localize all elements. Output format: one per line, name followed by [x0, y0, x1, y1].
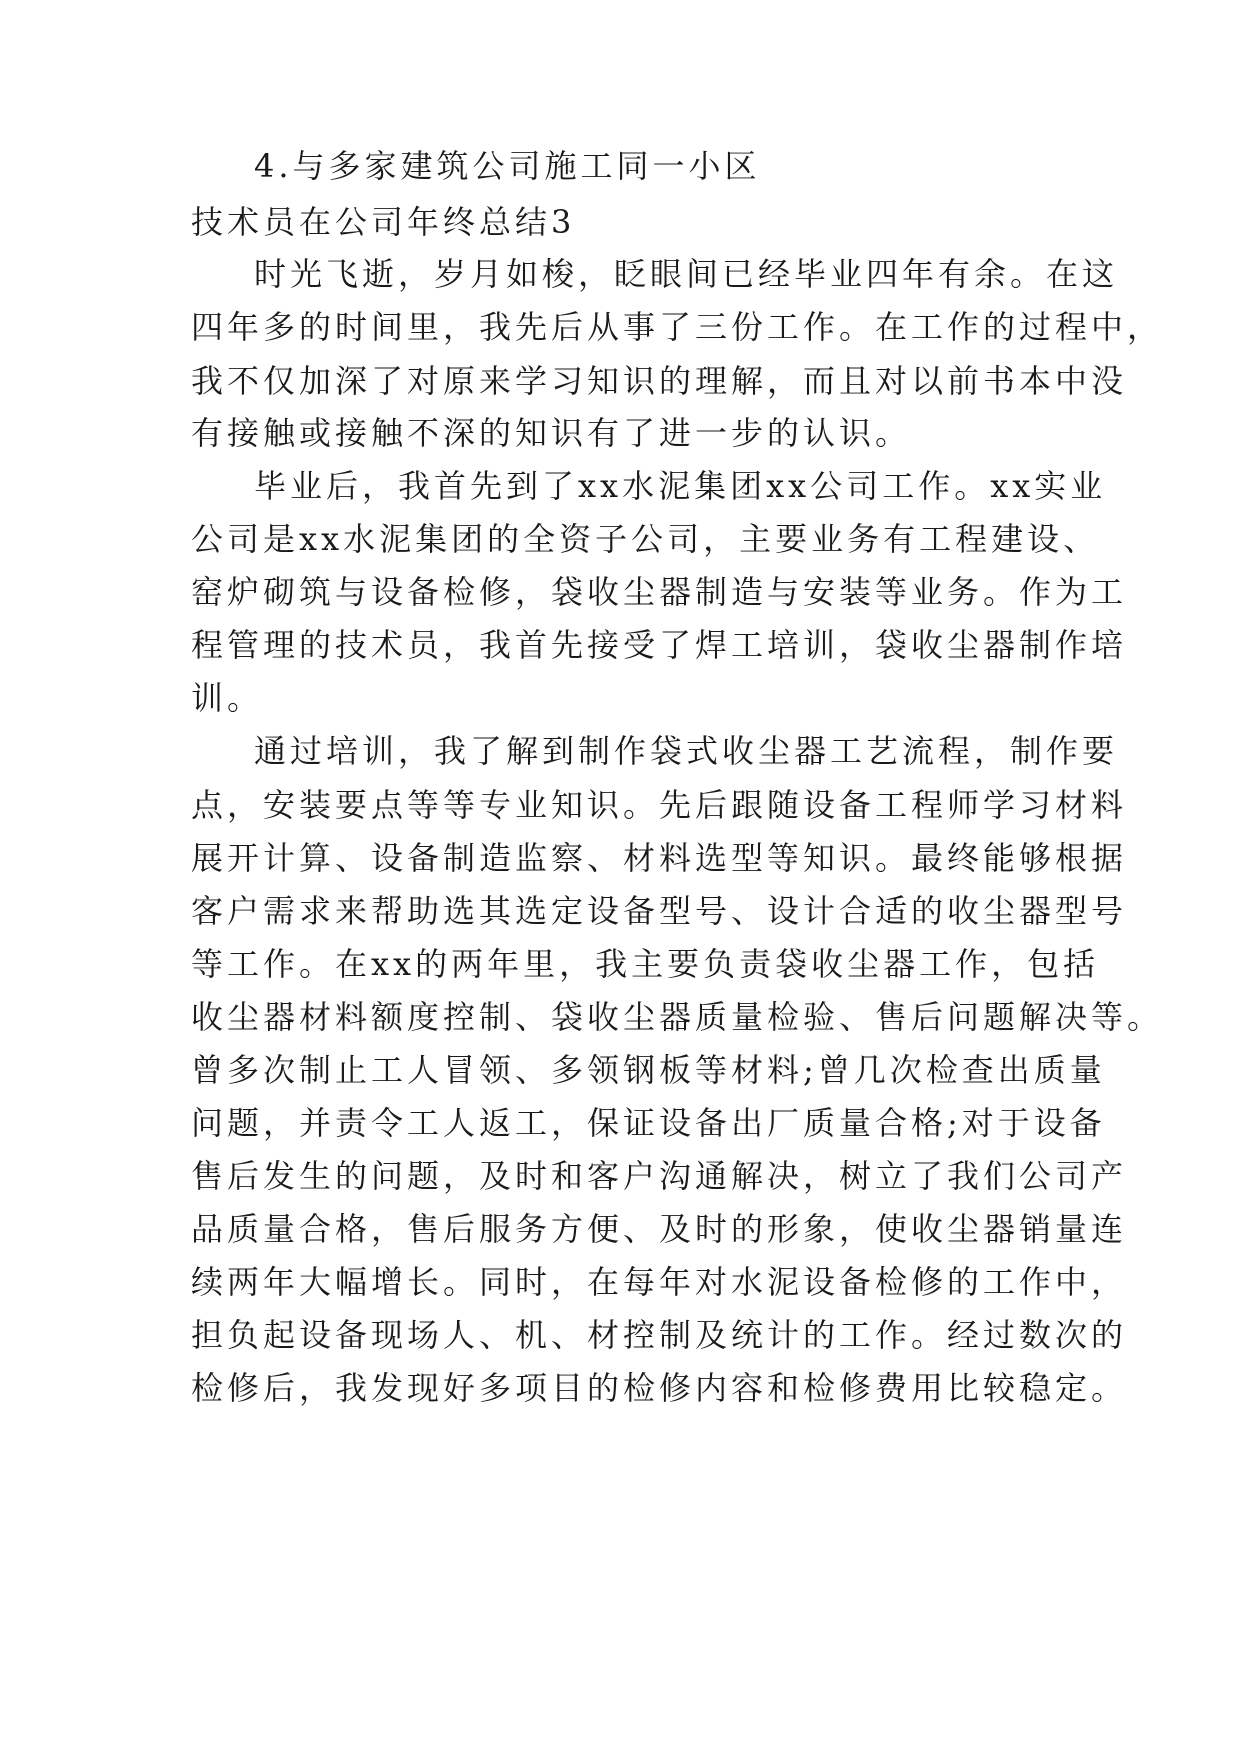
- paragraph-3-line-9: 售后发生的问题，及时和客户沟通解决，树立了我们公司产: [191, 1157, 1128, 1195]
- paragraph-3-line-2: 点，安装要点等等专业知识。先后跟随设备工程师学习材料: [191, 786, 1128, 824]
- section-title: 技术员在公司年终总结3: [191, 203, 576, 241]
- paragraph-3-line-6: 收尘器材料额度控制、袋收尘器质量检验、售后问题解决等。: [191, 998, 1164, 1036]
- paragraph-3-line-7: 曾多次制止工人冒领、多领钢板等材料;曾几次检查出质量: [191, 1051, 1106, 1089]
- paragraph-2-line-3: 窑炉砌筑与设备检修，袋收尘器制造与安装等业务。作为工: [191, 573, 1128, 611]
- paragraph-2-line-5: 训。: [191, 679, 264, 717]
- paragraph-2-line-2: 公司是xx水泥集团的全资子公司，主要业务有工程建设、: [191, 520, 1100, 558]
- paragraph-3-line-10: 品质量合格，售后服务方便、及时的形象，使收尘器销量连: [191, 1210, 1128, 1248]
- paragraph-3-line-1: 通过培训，我了解到制作袋式收尘器工艺流程，制作要: [254, 732, 1119, 770]
- paragraph-3-line-13: 检修后，我发现好多项目的检修内容和检修费用比较稳定。: [191, 1369, 1128, 1407]
- paragraph-1-line-4: 有接触或接触不深的知识有了进一步的认识。: [191, 414, 912, 452]
- paragraph-3-line-11: 续两年大幅增长。同时，在每年对水泥设备检修的工作中，: [191, 1263, 1128, 1301]
- paragraph-3-line-5: 等工作。在xx的两年里，我主要负责袋收尘器工作，包括: [191, 945, 1100, 983]
- paragraph-1-line-3: 我不仅加深了对原来学习知识的理解，而且对以前书本中没: [191, 362, 1128, 400]
- paragraph-1-line-1: 时光飞逝，岁月如梭，眨眼间已经毕业四年有余。在这: [254, 255, 1119, 293]
- paragraph-3-line-4: 客户需求来帮助选其选定设备型号、设计合适的收尘器型号: [191, 892, 1128, 930]
- paragraph-3-line-8: 问题，并责令工人返工，保证设备出厂质量合格;对于设备: [191, 1104, 1106, 1142]
- list-item-4: 4.与多家建筑公司施工同一小区: [254, 147, 761, 185]
- paragraph-1-line-2: 四年多的时间里，我先后从事了三份工作。在工作的过程中，: [191, 308, 1164, 346]
- paragraph-2-line-4: 程管理的技术员，我首先接受了焊工培训，袋收尘器制作培: [191, 626, 1128, 664]
- paragraph-3-line-12: 担负起设备现场人、机、材控制及统计的工作。经过数次的: [191, 1316, 1128, 1354]
- paragraph-3-line-3: 展开计算、设备制造监察、材料选型等知识。最终能够根据: [191, 839, 1128, 877]
- paragraph-2-line-1: 毕业后，我首先到了xx水泥集团xx公司工作。xx实业: [254, 467, 1107, 505]
